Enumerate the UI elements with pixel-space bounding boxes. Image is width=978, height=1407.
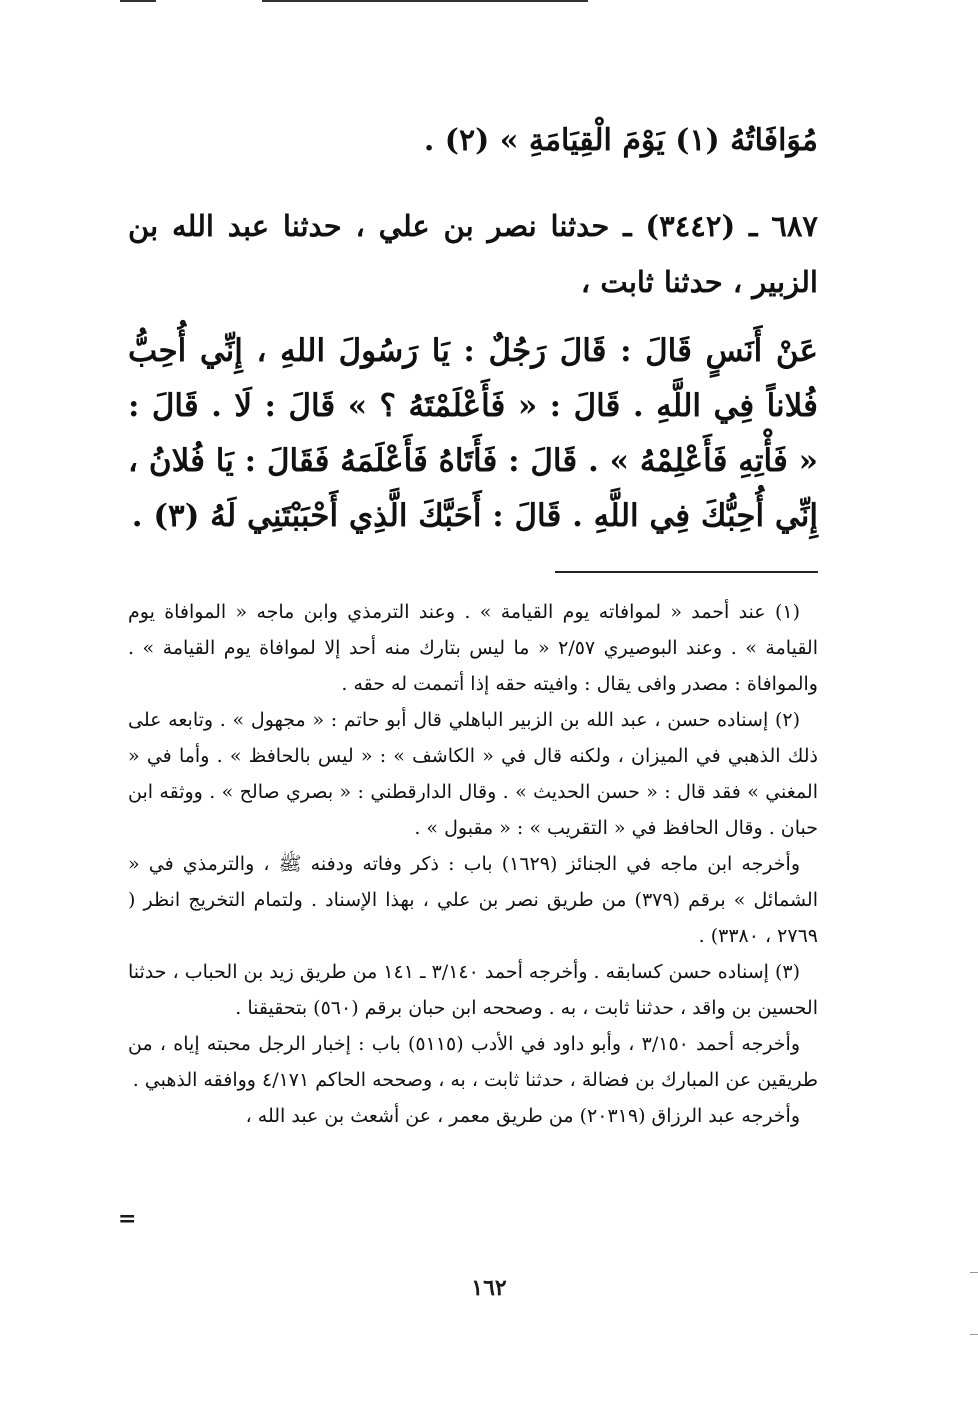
footnote-2: (٢) إسناده حسن ، عبد الله بن الزبير الباهلي قال أبو حاتم : « مجهول » . وتابعه على ذلك الذهبي في الميزان ، ولكنه قال في « الكاشف » : « ليس بالحافظ » . وأما في « المغني » فقد قال : « حسن الحديث » . وقال الدارقطني : « بصري صالح » . ووثقه ابن حبان . وقال الحافظ في « التقريب » : « مقبول » . bbox=[128, 709, 818, 839]
margin-mark bbox=[970, 1334, 978, 1335]
footnotes bbox=[128, 594, 818, 1134]
footnote-3: (٣) إسناده حسن كسابقه . وأخرجه أحمد ٣/١٤٠ ـ ١٤١ من طريق زيد بن الحباب ، حدثنا الحسين بن واقد ، حدثنا ثابت ، به . وصححه ابن حبان برقم (٥٦٠) بتحقيقنا . bbox=[128, 961, 818, 1019]
hadith-matn: عَنْ أَنَسٍ قَالَ : قَالَ رَجُلٌ : يَا رَسُولَ اللهِ ، إِنِّي أُحِبُّ فُلاناً فِي اللَّهِ . قَالَ : « فَأَعْلَمْتَهُ ؟ » قَالَ : لَا . قَالَ : « فَأْتِهِ فَأَعْلِمْهُ » . قَالَ : فَأَتَاهُ فَأَعْلَمَهُ فَقَالَ : يَا فُلانُ ، إِنِّي أُحِبُّكَ فِي اللَّهِ . قَالَ : أَحَبَّكَ الَّذِي أَحْبَبْتَنِي لَهُ (٣) . bbox=[128, 333, 818, 534]
footnote-3-continued-2: وأخرجه عبد الرزاق (٢٠٣١٩) من طريق معمر ، عن أشعث بن عبد الله ، bbox=[245, 1105, 800, 1127]
page-number: ١٦٢ bbox=[471, 1275, 507, 1301]
footnote-1: (١) عند أحمد « لموافاته يوم القيامة » . وعند الترمذي وابن ماجه « الموافاة يوم القيامة » . وعند البوصيري ٢/٥٧ « ما ليس بتارك منه أحد إلا لموافاة يوم القيامة » . والموافاة : مصدر وافى يقال : وافيته حقه إذا أتممت له حقه . bbox=[128, 601, 818, 695]
continuation-mark: = bbox=[118, 1206, 137, 1232]
footnote-separator bbox=[555, 571, 818, 573]
footnote-3-continued: وأخرجه أحمد ٣/١٥٠ ، وأبو داود في الأدب (٥١١٥) باب : إخبار الرجل محبته إياه ، من طريقين عن المبارك بن فضالة ، حدثنا ثابت ، به ، وصححه الحاكم ٤/١٧١ ووافقه الذهبي . bbox=[128, 1033, 818, 1091]
hadith-isnad: ٦٨٧ ـ (٣٤٤٢) ـ حدثنا نصر بن علي ، حدثنا عبد الله بن الزبير ، حدثنا ثابت ، bbox=[128, 209, 818, 299]
previous-hadith-ending: مُوَافَاتُهُ (١) يَوْمَ الْقِيَامَةِ » (٢) . bbox=[423, 123, 818, 158]
top-edge-rule bbox=[262, 0, 588, 2]
footnote-2-continued: وأخرجه ابن ماجه في الجنائز (١٦٢٩) باب : ذكر وفاته ودفنه ﷺ ، والترمذي في « الشمائل » برقم (٣٧٩) من طريق نصر بن علي ، بهذا الإسناد . ولتمام التخريج انظر ( ٢٧٦٩ ، ٣٣٨٠) . bbox=[128, 853, 818, 947]
top-edge-rule bbox=[120, 0, 156, 2]
margin-mark bbox=[970, 1272, 978, 1273]
